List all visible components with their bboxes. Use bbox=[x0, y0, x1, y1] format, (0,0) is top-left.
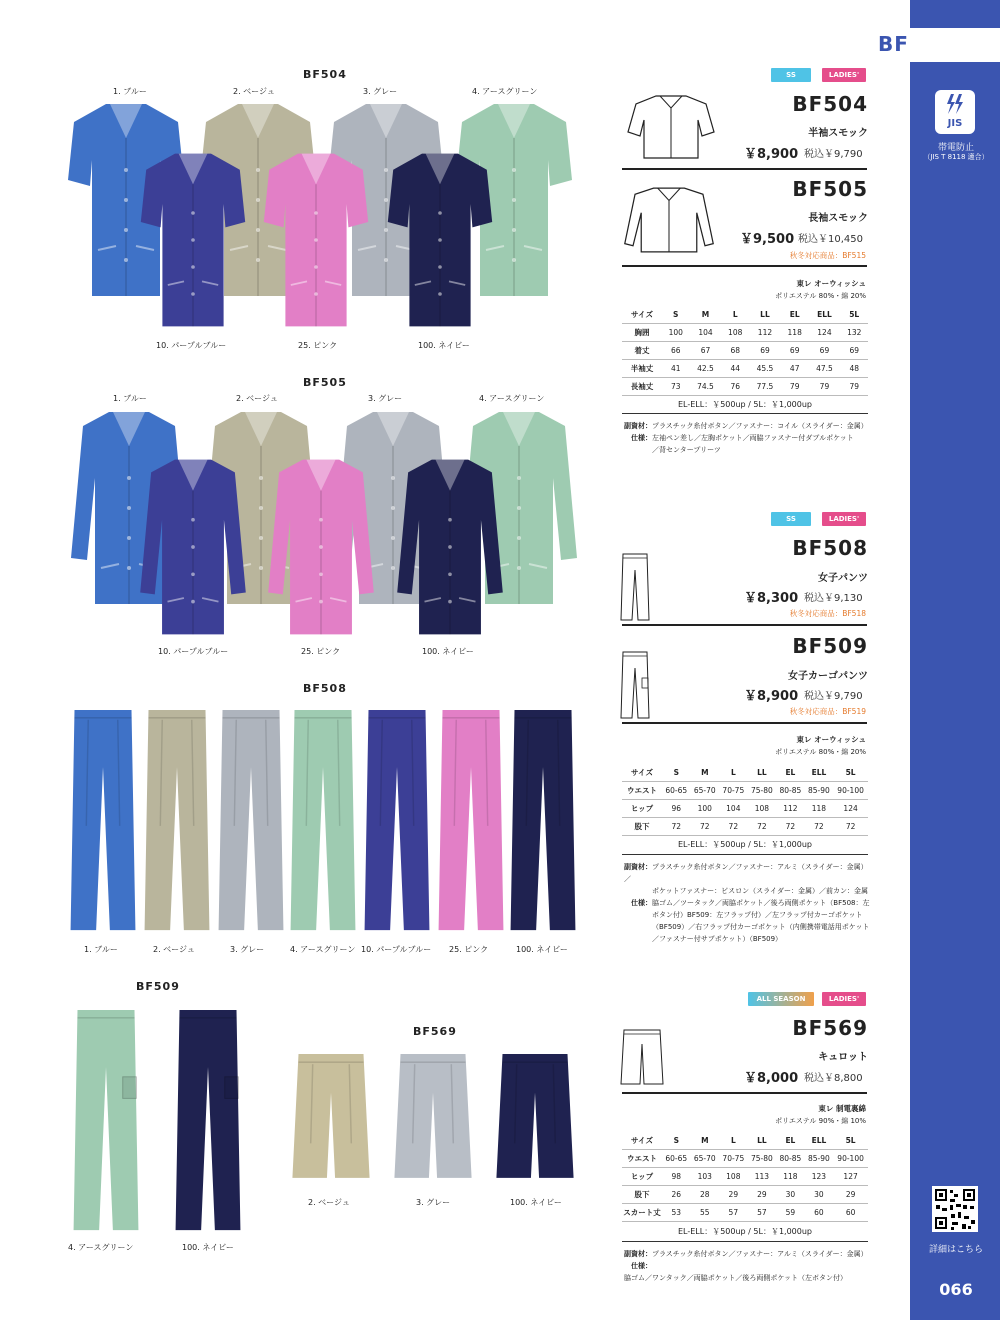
size-header-cell: EL bbox=[776, 1132, 805, 1150]
size-row-label: ウエスト bbox=[622, 1150, 662, 1168]
note-line bbox=[624, 432, 874, 444]
bf508-earth-green-photo bbox=[288, 708, 358, 934]
divider bbox=[622, 1092, 867, 1094]
size-value-cell: 30 bbox=[805, 1186, 834, 1204]
size-value-cell: 108 bbox=[748, 800, 777, 818]
size-header-cell: EL bbox=[781, 306, 808, 324]
color-label: 1. ブルー bbox=[113, 87, 147, 96]
color-label: 3. グレー bbox=[230, 945, 265, 954]
size-header-cell: S bbox=[662, 1132, 691, 1150]
bf569-gray-photo bbox=[392, 1052, 474, 1184]
bf508-winter-note: 秋冬対応商品：BF518 bbox=[789, 609, 866, 618]
bf508-navy-photo bbox=[508, 708, 578, 934]
color-label: 4. アースグリーン bbox=[68, 1243, 134, 1252]
color-label: 25. ピンク bbox=[301, 647, 341, 656]
size-value-cell: 57 bbox=[748, 1204, 777, 1222]
bf505-navy-photo bbox=[385, 456, 515, 638]
size-value-cell: 98 bbox=[662, 1168, 691, 1186]
size-row bbox=[622, 1186, 868, 1204]
culotte-size-table bbox=[622, 1132, 868, 1222]
size-value-cell: 72 bbox=[776, 818, 805, 836]
note-text: ポケットファスナー：ビスロン（スライダー：金属）／前カン：金属 bbox=[652, 887, 868, 895]
bf505-sketch bbox=[622, 184, 716, 256]
culotte-extra-charge: EL-ELL：￥500up / 5L：￥1,000up bbox=[677, 1227, 813, 1236]
bf508-sketch bbox=[620, 552, 650, 622]
note-text: 左袖ペン差し／左胸ポケット／両脇ファスナー付ダブルポケット bbox=[652, 434, 854, 442]
size-value-cell: 72 bbox=[805, 818, 834, 836]
lightning-icon bbox=[945, 94, 965, 116]
size-header-cell: EL bbox=[776, 764, 805, 782]
color-label: 3. グレー bbox=[363, 87, 398, 96]
size-header-row bbox=[622, 764, 868, 782]
size-header-cell: ELL bbox=[805, 764, 834, 782]
note-line bbox=[624, 444, 874, 456]
bf508-tax-price: 税込￥9,130 bbox=[804, 593, 863, 604]
jis-label: JIS bbox=[947, 118, 963, 129]
size-value-cell: 72 bbox=[748, 818, 777, 836]
note-key: 副資材： bbox=[624, 422, 652, 430]
size-value-cell: 65-70 bbox=[691, 1150, 720, 1168]
smock-extra-charge: EL-ELL：￥500up / 5L：￥1,000up bbox=[677, 400, 813, 409]
note-line bbox=[624, 885, 874, 897]
bf504-navy-photo bbox=[378, 150, 502, 330]
size-value-cell: 44 bbox=[721, 360, 748, 378]
size-value-cell: 127 bbox=[833, 1168, 868, 1186]
bf504-name: 半袖スモック bbox=[808, 128, 868, 139]
note-key: 仕様： bbox=[631, 899, 652, 907]
pants-composition: ポリエステル 80%・綿 20% bbox=[775, 748, 866, 756]
size-header-cell: M bbox=[691, 1132, 720, 1150]
bf509-name: 女子カーゴパンツ bbox=[788, 671, 868, 682]
size-value-cell: 76 bbox=[721, 378, 748, 396]
size-header-cell: S bbox=[662, 764, 691, 782]
size-value-cell: 55 bbox=[691, 1204, 720, 1222]
color-label: 10. パープルブルー bbox=[156, 341, 227, 350]
note-line bbox=[624, 861, 874, 885]
bf509-photo-title: BF509 bbox=[136, 980, 180, 993]
bf504-sketch bbox=[626, 92, 716, 162]
note-text: 脇ゴム／ツータック／両脇ポケット／後ろ両側ポケット（BF508：左 bbox=[652, 899, 870, 907]
size-row bbox=[622, 1168, 868, 1186]
size-header-cell: LL bbox=[748, 1132, 777, 1150]
size-value-cell: 60-65 bbox=[662, 1150, 691, 1168]
divider bbox=[622, 1241, 868, 1242]
size-value-cell: 90-100 bbox=[833, 1150, 868, 1168]
note-line bbox=[624, 420, 874, 432]
size-value-cell: 96 bbox=[662, 800, 691, 818]
size-value-cell: 79 bbox=[781, 378, 808, 396]
size-value-cell: 80-85 bbox=[776, 1150, 805, 1168]
size-value-cell: 75-80 bbox=[748, 1150, 777, 1168]
size-value-cell: 100 bbox=[662, 324, 689, 342]
size-value-cell: 74.5 bbox=[689, 378, 721, 396]
size-row-label: 胸囲 bbox=[622, 324, 662, 342]
size-header-row bbox=[622, 1132, 868, 1150]
culotte-composition: ポリエステル 90%・綿 10% bbox=[775, 1117, 866, 1125]
size-header-cell: サイズ bbox=[622, 1132, 662, 1150]
bf509-model: BF509 bbox=[792, 634, 868, 658]
note-line bbox=[624, 897, 874, 909]
bf508-photo-title: BF508 bbox=[303, 682, 347, 695]
bf508-gray-photo bbox=[216, 708, 286, 934]
note-line bbox=[624, 909, 874, 921]
bf509-sketch bbox=[620, 650, 650, 720]
smock-notes bbox=[624, 420, 874, 456]
size-row bbox=[622, 360, 868, 378]
size-value-cell: 29 bbox=[719, 1186, 748, 1204]
size-value-cell: 113 bbox=[748, 1168, 777, 1186]
size-value-cell: 67 bbox=[689, 342, 721, 360]
size-value-cell: 79 bbox=[840, 378, 868, 396]
color-label: 4. アースグリーン bbox=[290, 945, 356, 954]
color-label: 25. ピンク bbox=[449, 945, 489, 954]
note-line bbox=[624, 1260, 874, 1284]
size-row-label: 股下 bbox=[622, 818, 662, 836]
size-value-cell: 72 bbox=[833, 818, 868, 836]
bf508-price: ￥8,300 bbox=[744, 591, 799, 606]
qr-code-icon[interactable] bbox=[932, 1186, 978, 1232]
size-value-cell: 48 bbox=[840, 360, 868, 378]
color-label: 100. ネイビー bbox=[422, 647, 474, 656]
size-value-cell: 70-75 bbox=[719, 1150, 748, 1168]
size-value-cell: 103 bbox=[691, 1168, 720, 1186]
series-word: series bbox=[916, 36, 977, 55]
note-text: ／背センタープリーツ bbox=[652, 446, 721, 454]
color-label: 1. ブルー bbox=[84, 945, 118, 954]
bf509-earth-green-photo bbox=[66, 1008, 146, 1234]
color-label: 10. パープルブルー bbox=[158, 647, 229, 656]
bf508-purple-blue-photo bbox=[362, 708, 432, 934]
bf509-winter-note: 秋冬対応商品：BF519 bbox=[789, 707, 866, 716]
size-value-cell: 75-80 bbox=[748, 782, 777, 800]
bf569-price: ￥8,000 bbox=[744, 1071, 799, 1086]
size-row-label: スカート丈 bbox=[622, 1204, 662, 1222]
ss-tag: SS bbox=[771, 512, 811, 526]
size-value-cell: 47 bbox=[781, 360, 808, 378]
note-line bbox=[624, 921, 874, 933]
bf508-blue-photo bbox=[68, 708, 138, 934]
size-value-cell: 60 bbox=[833, 1204, 868, 1222]
color-label: 10. パープルブルー bbox=[361, 945, 432, 954]
color-label: 100. ネイビー bbox=[516, 945, 568, 954]
note-text: プラスチック糸付ボタン／ファスナー：アルミ（スライダー：金属） bbox=[652, 1250, 868, 1258]
size-value-cell: 68 bbox=[721, 342, 748, 360]
jis-badge bbox=[935, 90, 975, 134]
size-header-cell: M bbox=[691, 764, 720, 782]
bf508-model: BF508 bbox=[792, 536, 868, 560]
series-code: BF bbox=[878, 32, 909, 56]
color-label: 25. ピンク bbox=[298, 341, 338, 350]
size-row bbox=[622, 1204, 868, 1222]
size-value-cell: 72 bbox=[719, 818, 748, 836]
size-value-cell: 104 bbox=[719, 800, 748, 818]
size-header-cell: サイズ bbox=[622, 306, 662, 324]
color-label: 4. アースグリーン bbox=[472, 87, 538, 96]
divider bbox=[622, 854, 868, 855]
bf504-pink-photo bbox=[254, 150, 378, 330]
color-label: 2. ベージュ bbox=[233, 87, 275, 96]
size-value-cell: 65-70 bbox=[691, 782, 720, 800]
size-value-cell: 30 bbox=[776, 1186, 805, 1204]
culotte-fabric: 東レ 制電裏綿 bbox=[818, 1104, 866, 1113]
size-row-label: 長袖丈 bbox=[622, 378, 662, 396]
note-key: 仕様： bbox=[631, 1262, 652, 1270]
size-value-cell: 45.5 bbox=[749, 360, 781, 378]
color-label: 3. グレー bbox=[368, 394, 403, 403]
size-value-cell: 77.5 bbox=[749, 378, 781, 396]
bf505-winter-note: 秋冬対応商品：BF515 bbox=[789, 251, 866, 260]
bf508-name: 女子パンツ bbox=[818, 573, 868, 584]
size-row-label: 半袖丈 bbox=[622, 360, 662, 378]
color-label: 100. ネイビー bbox=[510, 1198, 562, 1207]
size-header-cell: LL bbox=[748, 764, 777, 782]
size-value-cell: 57 bbox=[719, 1204, 748, 1222]
color-label: 2. ベージュ bbox=[153, 945, 195, 954]
size-value-cell: 47.5 bbox=[808, 360, 840, 378]
size-value-cell: 53 bbox=[662, 1204, 691, 1222]
smock-fabric: 東レ オーウィッシュ bbox=[796, 279, 866, 288]
size-value-cell: 104 bbox=[689, 324, 721, 342]
size-value-cell: 69 bbox=[781, 342, 808, 360]
note-key: 仕様： bbox=[631, 434, 652, 442]
size-value-cell: 69 bbox=[840, 342, 868, 360]
bf569-model: BF569 bbox=[792, 1016, 868, 1040]
size-value-cell: 118 bbox=[781, 324, 808, 342]
bf505-name: 長袖スモック bbox=[808, 213, 868, 224]
size-header-row bbox=[622, 306, 868, 324]
size-value-cell: 90-100 bbox=[833, 782, 868, 800]
color-label: 2. ベージュ bbox=[308, 1198, 350, 1207]
size-header-cell: 5L bbox=[833, 764, 868, 782]
bf504-model: BF504 bbox=[792, 92, 868, 116]
size-header-cell: L bbox=[719, 1132, 748, 1150]
bf509-navy-photo bbox=[168, 1008, 248, 1234]
size-row bbox=[622, 818, 868, 836]
size-header-cell: ELL bbox=[808, 306, 840, 324]
note-text: 脇ゴム／ワンタック／両脇ポケット／後ろ両側ポケット（左ボタン付） bbox=[624, 1274, 848, 1282]
bf569-sketch bbox=[620, 1028, 664, 1088]
bf508-pink-photo bbox=[436, 708, 506, 934]
size-value-cell: 108 bbox=[719, 1168, 748, 1186]
size-header-cell: L bbox=[719, 764, 748, 782]
bf505-photo-title: BF505 bbox=[303, 376, 347, 389]
note-text: （BF509）／右フラップ付カーゴポケット（内側携帯電話用ポケット bbox=[652, 923, 870, 931]
note-line bbox=[624, 933, 874, 945]
note-line bbox=[624, 1248, 874, 1260]
size-header-cell: ELL bbox=[805, 1132, 834, 1150]
size-value-cell: 72 bbox=[662, 818, 691, 836]
note-text: ／ファスナー付サブポケット）（BF509） bbox=[652, 935, 783, 943]
pants-notes bbox=[624, 861, 874, 945]
bf504-price: ￥8,900 bbox=[744, 147, 799, 162]
size-header-cell: 5L bbox=[833, 1132, 868, 1150]
pants-size-table bbox=[622, 764, 868, 836]
size-header-cell: L bbox=[721, 306, 748, 324]
color-label: 1. ブルー bbox=[113, 394, 147, 403]
divider bbox=[622, 168, 867, 170]
size-value-cell: 118 bbox=[776, 1168, 805, 1186]
size-value-cell: 85-90 bbox=[805, 782, 834, 800]
size-value-cell: 100 bbox=[691, 800, 720, 818]
bf509-price: ￥8,900 bbox=[744, 689, 799, 704]
color-label: 100. ネイビー bbox=[418, 341, 470, 350]
size-value-cell: 123 bbox=[805, 1168, 834, 1186]
size-value-cell: 28 bbox=[691, 1186, 720, 1204]
size-value-cell: 73 bbox=[662, 378, 689, 396]
size-row bbox=[622, 378, 868, 396]
size-value-cell: 66 bbox=[662, 342, 689, 360]
size-header-cell: M bbox=[689, 306, 721, 324]
size-row-label: ヒップ bbox=[622, 800, 662, 818]
all-season-tag: ALL SEASON bbox=[748, 992, 814, 1006]
note-key: 副資材： bbox=[624, 863, 652, 871]
size-value-cell: 132 bbox=[840, 324, 868, 342]
color-label: 100. ネイビー bbox=[182, 1243, 234, 1252]
size-value-cell: 41 bbox=[662, 360, 689, 378]
note-text: ボタン付）BF509：左フラップ付）／左フラップ付カーゴポケット bbox=[652, 911, 863, 919]
size-value-cell: 112 bbox=[776, 800, 805, 818]
size-row-label: 着丈 bbox=[622, 342, 662, 360]
note-text: プラスチック糸付ボタン／ファスナー：コイル（スライダー：金属） bbox=[652, 422, 868, 430]
size-row-label: ヒップ bbox=[622, 1168, 662, 1186]
size-value-cell: 72 bbox=[691, 818, 720, 836]
divider bbox=[622, 722, 867, 724]
color-label: 3. グレー bbox=[416, 1198, 451, 1207]
ladies-tag: LADIES' bbox=[822, 992, 866, 1006]
antistatic-standard: （JIS T 8118 適合） bbox=[923, 153, 989, 161]
bf569-photo-title: BF569 bbox=[413, 1025, 457, 1038]
size-header-cell: S bbox=[662, 306, 689, 324]
size-value-cell: 85-90 bbox=[805, 1150, 834, 1168]
pants-extra-charge: EL-ELL：￥500up / 5L：￥1,000up bbox=[677, 840, 813, 849]
size-value-cell: 70-75 bbox=[719, 782, 748, 800]
size-header-cell: サイズ bbox=[622, 764, 662, 782]
color-label: 4. アースグリーン bbox=[479, 394, 545, 403]
ladies-tag: LADIES' bbox=[822, 512, 866, 526]
ladies-tag: LADIES' bbox=[822, 68, 866, 82]
size-value-cell: 108 bbox=[721, 324, 748, 342]
size-row-label: ウエスト bbox=[622, 782, 662, 800]
divider bbox=[622, 413, 868, 414]
size-value-cell: 29 bbox=[748, 1186, 777, 1204]
bf504-tax-price: 税込￥9,790 bbox=[804, 149, 863, 160]
size-row bbox=[622, 782, 868, 800]
size-value-cell: 79 bbox=[808, 378, 840, 396]
note-key: 副資材： bbox=[624, 1250, 652, 1258]
culotte-notes bbox=[624, 1248, 874, 1284]
divider bbox=[622, 265, 867, 267]
size-value-cell: 42.5 bbox=[689, 360, 721, 378]
bf505-price: ￥9,500 bbox=[740, 232, 795, 247]
size-value-cell: 60 bbox=[805, 1204, 834, 1222]
size-row-label: 股下 bbox=[622, 1186, 662, 1204]
size-header-cell: 5L bbox=[840, 306, 868, 324]
size-value-cell: 69 bbox=[749, 342, 781, 360]
size-value-cell: 69 bbox=[808, 342, 840, 360]
size-value-cell: 26 bbox=[662, 1186, 691, 1204]
size-value-cell: 60-65 bbox=[662, 782, 691, 800]
antistatic-label: 帯電防止 bbox=[937, 143, 974, 153]
size-row bbox=[622, 800, 868, 818]
smock-size-table bbox=[622, 306, 868, 396]
bf504-purple-blue-photo bbox=[133, 150, 253, 330]
page-number: 066 bbox=[939, 1280, 973, 1299]
size-value-cell: 59 bbox=[776, 1204, 805, 1222]
bf569-tax-price: 税込￥8,800 bbox=[804, 1073, 863, 1084]
size-value-cell: 118 bbox=[805, 800, 834, 818]
bf569-beige-photo bbox=[290, 1052, 372, 1184]
size-value-cell: 112 bbox=[749, 324, 781, 342]
size-row bbox=[622, 342, 868, 360]
bf504-photo-title: BF504 bbox=[303, 68, 347, 81]
size-value-cell: 29 bbox=[833, 1186, 868, 1204]
size-row bbox=[622, 1150, 868, 1168]
note-text: プラスチック糸付ボタン／ファスナー：アルミ（スライダー：金属）／ bbox=[624, 863, 868, 883]
pants-fabric: 東レ オーウィッシュ bbox=[796, 735, 866, 744]
color-label: 2. ベージュ bbox=[236, 394, 278, 403]
size-row bbox=[622, 324, 868, 342]
size-header-cell: LL bbox=[749, 306, 781, 324]
bf509-tax-price: 税込￥9,790 bbox=[804, 691, 863, 702]
smock-composition: ポリエステル 80%・綿 20% bbox=[775, 292, 866, 300]
bf505-tax-price: 税込￥10,450 bbox=[798, 234, 863, 245]
bf569-name: キュロット bbox=[818, 1052, 868, 1063]
size-value-cell: 80-85 bbox=[776, 782, 805, 800]
size-value-cell: 124 bbox=[808, 324, 840, 342]
size-value-cell: 124 bbox=[833, 800, 868, 818]
bf508-beige-photo bbox=[142, 708, 212, 934]
bf569-navy-photo bbox=[494, 1052, 576, 1184]
side-band bbox=[910, 0, 1000, 1320]
divider bbox=[622, 624, 867, 626]
bf505-model: BF505 bbox=[792, 177, 868, 201]
bf505-purple-blue-photo bbox=[128, 456, 258, 638]
bf505-pink-photo bbox=[256, 456, 386, 638]
ss-tag: SS bbox=[771, 68, 811, 82]
qr-label: 詳細はこちら bbox=[928, 1245, 983, 1255]
